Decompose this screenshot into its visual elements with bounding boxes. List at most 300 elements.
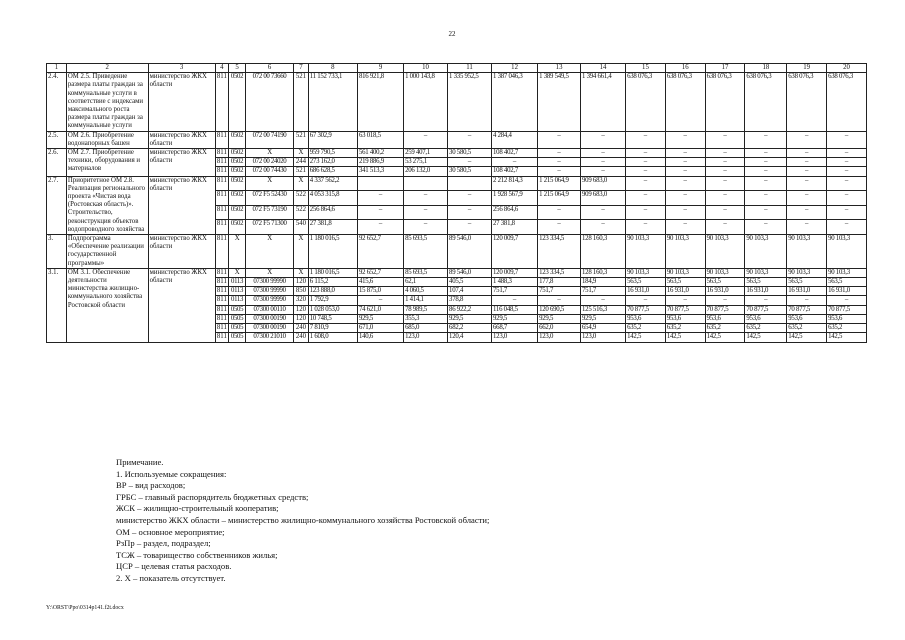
value-cell: 929,5 (357, 314, 403, 323)
rzpr-cell: 0113 (229, 287, 246, 296)
value-cell: 90 103,3 (745, 235, 787, 269)
value-cell: 70 877,5 (665, 305, 705, 314)
value-cell: 16 931,0 (787, 287, 827, 296)
rzpr-cell: 0502 (229, 149, 246, 158)
csr-cell: 07300 99990 (245, 287, 293, 296)
csr-cell: X (245, 149, 293, 158)
header-cell: 17 (705, 64, 745, 73)
rzpr-cell: 0502 (229, 176, 246, 191)
value-cell: – (665, 167, 705, 176)
rzpr-cell: 0502 (229, 167, 246, 176)
value-cell: 128 160,3 (581, 235, 626, 269)
vr-cell: 240 (294, 324, 309, 333)
value-cell: 142,5 (626, 333, 666, 342)
value-cell: – (538, 296, 581, 305)
value-cell: – (538, 131, 581, 148)
value-cell: – (787, 131, 827, 148)
value-cell: 70 877,5 (827, 305, 867, 314)
value-cell: 638 076,3 (745, 73, 787, 131)
row-number: 3. (47, 235, 67, 269)
header-row (47, 64, 867, 73)
value-cell: 415,6 (357, 278, 403, 287)
value-cell: – (705, 205, 745, 220)
rzpr-cell: 0505 (229, 314, 246, 323)
value-cell: – (448, 191, 492, 206)
value-cell: 85 693,5 (404, 235, 448, 269)
value-cell: – (745, 158, 787, 167)
value-cell: 1 387 046,3 (492, 73, 538, 131)
value-cell: – (665, 176, 705, 191)
value-cell: – (787, 158, 827, 167)
value-cell: – (357, 220, 403, 235)
csr-cell: 07300 99990 (245, 296, 293, 305)
value-cell: 142,5 (705, 333, 745, 342)
value-cell: 90 103,3 (626, 235, 666, 269)
value-cell: 63 018,5 (357, 131, 403, 148)
value-cell: 953,6 (665, 314, 705, 323)
value-cell: 341 513,3 (357, 167, 403, 176)
row-number: 2.6. (47, 149, 67, 177)
row-number: 3.1. (47, 268, 67, 342)
value-cell: – (448, 205, 492, 220)
value-cell: 67 302,9 (308, 131, 357, 148)
value-cell: 108 402,7 (492, 149, 538, 158)
value-cell: 662,0 (538, 324, 581, 333)
value-cell: – (626, 296, 666, 305)
header-cell: 15 (626, 64, 666, 73)
value-cell: – (665, 220, 705, 235)
value-cell: 929,5 (538, 314, 581, 323)
value-cell: 635,2 (665, 324, 705, 333)
note-line: ЖСК – жилищно-строительный кооператив; (116, 503, 279, 514)
vr-cell: 540 (294, 220, 309, 235)
note-line: 2. X – показатель отсутствует. (116, 572, 226, 583)
table-row (47, 149, 867, 158)
value-cell: 123 888,0 (308, 287, 357, 296)
header-cell: 7 (294, 64, 309, 73)
header-cell: 9 (357, 64, 403, 73)
value-cell: – (581, 205, 626, 220)
value-cell: – (745, 131, 787, 148)
value-cell: 90 103,3 (787, 268, 827, 277)
note-line: РзПр – раздел, подраздел; (116, 538, 211, 549)
note-line: 1. Используемые сокращения: (116, 468, 227, 479)
value-cell: 953,6 (705, 314, 745, 323)
vr-cell: 120 (294, 314, 309, 323)
value-cell: 116 048,5 (492, 305, 538, 314)
vr-cell: X (294, 235, 309, 269)
value-cell: – (581, 167, 626, 176)
activity-name: ОМ 2.7. Приобретение техники, оборудования и материалов (66, 149, 148, 177)
value-cell: 219 886,9 (357, 158, 403, 167)
activity-name: Приоритетное ОМ 2.8. Реализация регионального проекта «Чистая вода (Ростовская область)». Строительство, реконструкция объектов водопроводного хозяйства (66, 176, 148, 234)
value-cell: 1 180 016,5 (308, 235, 357, 269)
vr-cell: 244 (294, 158, 309, 167)
grbs-cell: 811 (215, 73, 229, 131)
notes-heading: Примечание. (116, 457, 164, 467)
value-cell: 2 212 814,3 (492, 176, 538, 191)
header-cell: 6 (245, 64, 293, 73)
notes-section (116, 457, 816, 585)
value-cell: 1 180 016,5 (308, 268, 357, 277)
activity-name: Подпрограмма «Обеспечение реализации государственной программы» (66, 235, 148, 269)
value-cell: 1 389 549,5 (538, 73, 581, 131)
value-cell: 563,5 (705, 278, 745, 287)
value-cell: 751,7 (581, 287, 626, 296)
value-cell (448, 176, 492, 191)
activity-name: ОМ 2.5. Приведение размера платы граждан за коммунальные услуги в соответствие с индексами максимального роста размера платы граждан за коммунальные услуги (66, 73, 148, 131)
value-cell: 16 931,0 (745, 287, 787, 296)
responsible-org: министерство ЖКХ области (148, 268, 215, 342)
value-cell: – (827, 296, 867, 305)
value-cell: – (404, 131, 448, 148)
rzpr-cell: 0502 (229, 191, 246, 206)
value-cell: 90 103,3 (827, 268, 867, 277)
file-path: Y:\ORST\Ppo\0314p141.f2t.docx (46, 605, 124, 611)
grbs-cell: 811 (215, 131, 229, 148)
value-cell: – (538, 167, 581, 176)
value-cell: 4 060,5 (404, 287, 448, 296)
csr-cell: 07300 00190 (245, 314, 293, 323)
header-cell: 19 (787, 64, 827, 73)
value-cell: – (404, 191, 448, 206)
value-cell: 140,6 (357, 333, 403, 342)
value-cell: 62,1 (404, 278, 448, 287)
value-cell: 668,7 (492, 324, 538, 333)
activity-name: ОМ 2.6. Приобретение водонапорных башен (66, 131, 148, 148)
csr-cell: 072 00 73660 (245, 73, 293, 131)
header-cell: 3 (148, 64, 215, 73)
value-cell: – (626, 205, 666, 220)
row-number: 2.4. (47, 73, 67, 131)
value-cell: 120,4 (448, 333, 492, 342)
header-cell: 8 (308, 64, 357, 73)
header-cell: 13 (538, 64, 581, 73)
value-cell: 7 810,9 (308, 324, 357, 333)
value-cell: 563,5 (827, 278, 867, 287)
note-line: ВР – вид расходов; (116, 480, 186, 491)
value-cell: 90 103,3 (827, 235, 867, 269)
value-cell: 563,5 (626, 278, 666, 287)
value-cell: 92 652,7 (357, 268, 403, 277)
value-cell: 256 864,6 (308, 205, 357, 220)
value-cell: – (705, 131, 745, 148)
header-cell: 11 (448, 64, 492, 73)
csr-cell: 072 F5 52430 (245, 191, 293, 206)
value-cell: 27 381,8 (308, 220, 357, 235)
value-cell: 78 989,5 (404, 305, 448, 314)
value-cell: 108 402,7 (492, 167, 538, 176)
value-cell: 682,2 (448, 324, 492, 333)
vr-cell: 522 (294, 205, 309, 220)
responsible-org: министерство ЖКХ области (148, 149, 215, 177)
value-cell: – (448, 158, 492, 167)
value-cell: – (705, 167, 745, 176)
value-cell: – (705, 220, 745, 235)
value-cell: – (787, 167, 827, 176)
value-cell: 90 103,3 (626, 268, 666, 277)
value-cell: 671,0 (357, 324, 403, 333)
value-cell: 686 628,5 (308, 167, 357, 176)
value-cell: 123,0 (404, 333, 448, 342)
value-cell: 1 335 952,5 (448, 73, 492, 131)
value-cell: 1 792,9 (308, 296, 357, 305)
grbs-cell: 811 (216, 287, 227, 295)
rzpr-cell: 0502 (229, 131, 246, 148)
value-cell: – (492, 296, 538, 305)
value-cell: – (538, 205, 581, 220)
value-cell: – (745, 296, 787, 305)
rzpr-cell: 0502 (229, 205, 246, 220)
rzpr-cell: 0505 (229, 305, 246, 314)
value-cell: – (745, 220, 787, 235)
value-cell: 15 875,0 (357, 287, 403, 296)
value-cell: – (538, 220, 581, 235)
header-cell: 2 (66, 64, 148, 73)
value-cell: 11 152 733,1 (308, 73, 357, 131)
value-cell: 70 877,5 (626, 305, 666, 314)
value-cell: 30 580,5 (448, 167, 492, 176)
value-cell: – (581, 220, 626, 235)
value-cell: 10 748,5 (308, 314, 357, 323)
rzpr-cell: 0502 (229, 158, 246, 167)
value-cell: 1 488,3 (492, 278, 538, 287)
value-cell: – (787, 191, 827, 206)
csr-cell: 07300 00190 (245, 324, 293, 333)
value-cell: 685,0 (404, 324, 448, 333)
grbs-cell: 811 (216, 296, 227, 304)
budget-table (46, 63, 867, 343)
rzpr-cell: 0502 (229, 220, 246, 235)
value-cell: 123 334,5 (538, 235, 581, 269)
value-cell: 635,2 (626, 324, 666, 333)
grbs-cell: 811 (216, 305, 227, 313)
grbs-cell: 811 (216, 268, 227, 276)
table-body (47, 64, 867, 343)
value-cell: – (787, 176, 827, 191)
value-cell: – (581, 296, 626, 305)
value-cell: 638 076,3 (827, 73, 867, 131)
value-cell: – (665, 296, 705, 305)
value-cell: 273 162,0 (308, 158, 357, 167)
value-cell: 90 103,3 (705, 235, 745, 269)
value-cell (357, 176, 403, 191)
value-cell: 142,5 (665, 333, 705, 342)
csr-cell: 07300 00110 (245, 305, 293, 314)
value-cell: 16 931,0 (827, 287, 867, 296)
header-cell: 16 (665, 64, 705, 73)
value-cell: 4 337 562,2 (308, 176, 357, 191)
value-cell: 120 009,7 (492, 268, 538, 277)
grbs-cell: 811 (216, 333, 227, 341)
vr-cell: 522 (294, 191, 309, 206)
value-cell: 635,2 (827, 324, 867, 333)
value-cell: – (357, 296, 403, 305)
value-cell: 638 076,3 (626, 73, 666, 131)
csr-cell: 072 00 24020 (245, 158, 293, 167)
value-cell: – (665, 131, 705, 148)
table-row (47, 235, 867, 269)
value-cell: 70 877,5 (745, 305, 787, 314)
value-cell: – (745, 205, 787, 220)
value-cell: 90 103,3 (665, 235, 705, 269)
vr-cell: X (294, 176, 309, 191)
value-cell: – (357, 191, 403, 206)
note-line: ЦСР – целевая статья расходов. (116, 561, 232, 572)
rzpr-cell: 0505 (229, 324, 246, 333)
value-cell: 405,5 (448, 278, 492, 287)
value-cell: 90 103,3 (665, 268, 705, 277)
rzpr-cell: X (229, 235, 246, 269)
value-cell: 355,3 (404, 314, 448, 323)
value-cell: – (745, 167, 787, 176)
vr-cell: 850 (294, 287, 309, 296)
value-cell: 184,9 (581, 278, 626, 287)
value-cell: 259 407,1 (404, 149, 448, 158)
value-cell: – (538, 158, 581, 167)
value-cell: 4 053 315,8 (308, 191, 357, 206)
value-cell: 1 000 143,8 (404, 73, 448, 131)
value-cell: 86 922,2 (448, 305, 492, 314)
value-cell: 953,6 (787, 314, 827, 323)
value-cell: – (448, 220, 492, 235)
value-cell: – (827, 220, 867, 235)
value-cell: 107,4 (448, 287, 492, 296)
value-cell: – (745, 176, 787, 191)
value-cell: – (827, 149, 867, 158)
table-row (47, 268, 867, 277)
vr-cell: 320 (294, 296, 309, 305)
value-cell: – (787, 220, 827, 235)
csr-cell: 072 00 74430 (245, 167, 293, 176)
value-cell: – (626, 149, 666, 158)
rzpr-cell: 0502 (229, 73, 246, 131)
table-row (47, 73, 867, 131)
csr-cell: 07300 21010 (245, 333, 293, 342)
value-cell: 120 690,5 (538, 305, 581, 314)
value-cell: 256 864,6 (492, 205, 538, 220)
grbs-cell: 811 (216, 324, 227, 332)
value-cell: – (665, 205, 705, 220)
value-cell: 125 516,3 (581, 305, 626, 314)
grbs-cell: 811 (215, 220, 229, 235)
rzpr-cell: 0113 (229, 296, 246, 305)
value-cell: 90 103,3 (705, 268, 745, 277)
value-cell: 16 931,0 (665, 287, 705, 296)
value-cell: 563,5 (787, 278, 827, 287)
value-cell: 953,6 (745, 314, 787, 323)
rzpr-cell: 0505 (229, 333, 246, 342)
header-cell: 4 (215, 64, 229, 73)
vr-cell: 120 (294, 305, 309, 314)
header-cell: 14 (581, 64, 626, 73)
vr-cell: 521 (294, 131, 309, 148)
value-cell: 563,5 (665, 278, 705, 287)
value-cell: 563,5 (745, 278, 787, 287)
table-row (47, 131, 867, 148)
value-cell: 123,0 (492, 333, 538, 342)
value-cell: – (745, 149, 787, 158)
value-cell: 635,2 (705, 324, 745, 333)
value-cell: – (492, 158, 538, 167)
value-cell: 635,2 (745, 324, 787, 333)
csr-cell: X (245, 176, 293, 191)
value-cell: 142,5 (827, 333, 867, 342)
grbs-cell: 811 (215, 205, 229, 220)
value-cell: – (827, 131, 867, 148)
csr-cell: 072 F5 73190 (245, 205, 293, 220)
value-cell: 123,0 (581, 333, 626, 342)
note-line: ГРБС – главный распорядитель бюджетных средств; (116, 491, 309, 502)
note-line: ТСЖ – товарищество собственников жилья; (116, 549, 278, 560)
csr-cell: X (245, 235, 293, 269)
grbs-cell: 811 (216, 149, 227, 157)
responsible-org: министерство ЖКХ области (148, 73, 215, 131)
responsible-org: министерство ЖКХ области (148, 235, 215, 269)
value-cell: – (404, 205, 448, 220)
header-cell: 5 (229, 64, 246, 73)
note-line: ОМ – основное мероприятие; (116, 526, 225, 537)
value-cell: – (581, 131, 626, 148)
value-cell: – (787, 205, 827, 220)
value-cell: 90 103,3 (787, 235, 827, 269)
value-cell: – (404, 220, 448, 235)
value-cell: – (665, 158, 705, 167)
value-cell: 959 790,5 (308, 149, 357, 158)
value-cell: 909 683,0 (581, 176, 626, 191)
value-cell: 123,0 (538, 333, 581, 342)
value-cell: – (538, 149, 581, 158)
activity-name: ОМ 3.1. Обеспечение деятельности министерства жилищно-коммунального хозяйства Ростовской области (66, 268, 148, 342)
table-row (47, 176, 867, 191)
value-cell: 1 215 064,9 (538, 191, 581, 206)
value-cell: 90 103,3 (745, 268, 787, 277)
value-cell: – (665, 149, 705, 158)
value-cell: 74 621,0 (357, 305, 403, 314)
grbs-cell: 811 (215, 191, 229, 206)
value-cell: – (787, 296, 827, 305)
rzpr-cell: 0113 (229, 278, 246, 287)
value-cell: 1 928 567,9 (492, 191, 538, 206)
value-cell: 953,6 (827, 314, 867, 323)
value-cell: 6 115,2 (308, 278, 357, 287)
vr-cell: 120 (294, 278, 309, 287)
value-cell: 638 076,3 (705, 73, 745, 131)
vr-cell: X (294, 268, 309, 277)
page-number: 22 (448, 30, 456, 38)
header-cell: 20 (827, 64, 867, 73)
value-cell: 16 931,0 (705, 287, 745, 296)
value-cell: – (705, 149, 745, 158)
row-number: 2.5. (47, 131, 67, 148)
csr-cell: 07300 99990 (245, 278, 293, 287)
responsible-org: министерство ЖКХ области (148, 176, 215, 234)
grbs-cell: 811 (216, 167, 227, 175)
value-cell: 929,5 (492, 314, 538, 323)
value-cell: 1 394 661,4 (581, 73, 626, 131)
header-cell: 12 (492, 64, 538, 73)
value-cell (404, 176, 448, 191)
row-number: 2.7. (47, 176, 67, 234)
value-cell: – (357, 205, 403, 220)
value-cell: 638 076,3 (787, 73, 827, 131)
value-cell: 929,5 (581, 314, 626, 323)
value-cell: 89 546,0 (448, 235, 492, 269)
value-cell: – (581, 149, 626, 158)
value-cell: 89 546,0 (448, 268, 492, 277)
value-cell: 30 580,5 (448, 149, 492, 158)
value-cell: – (626, 176, 666, 191)
